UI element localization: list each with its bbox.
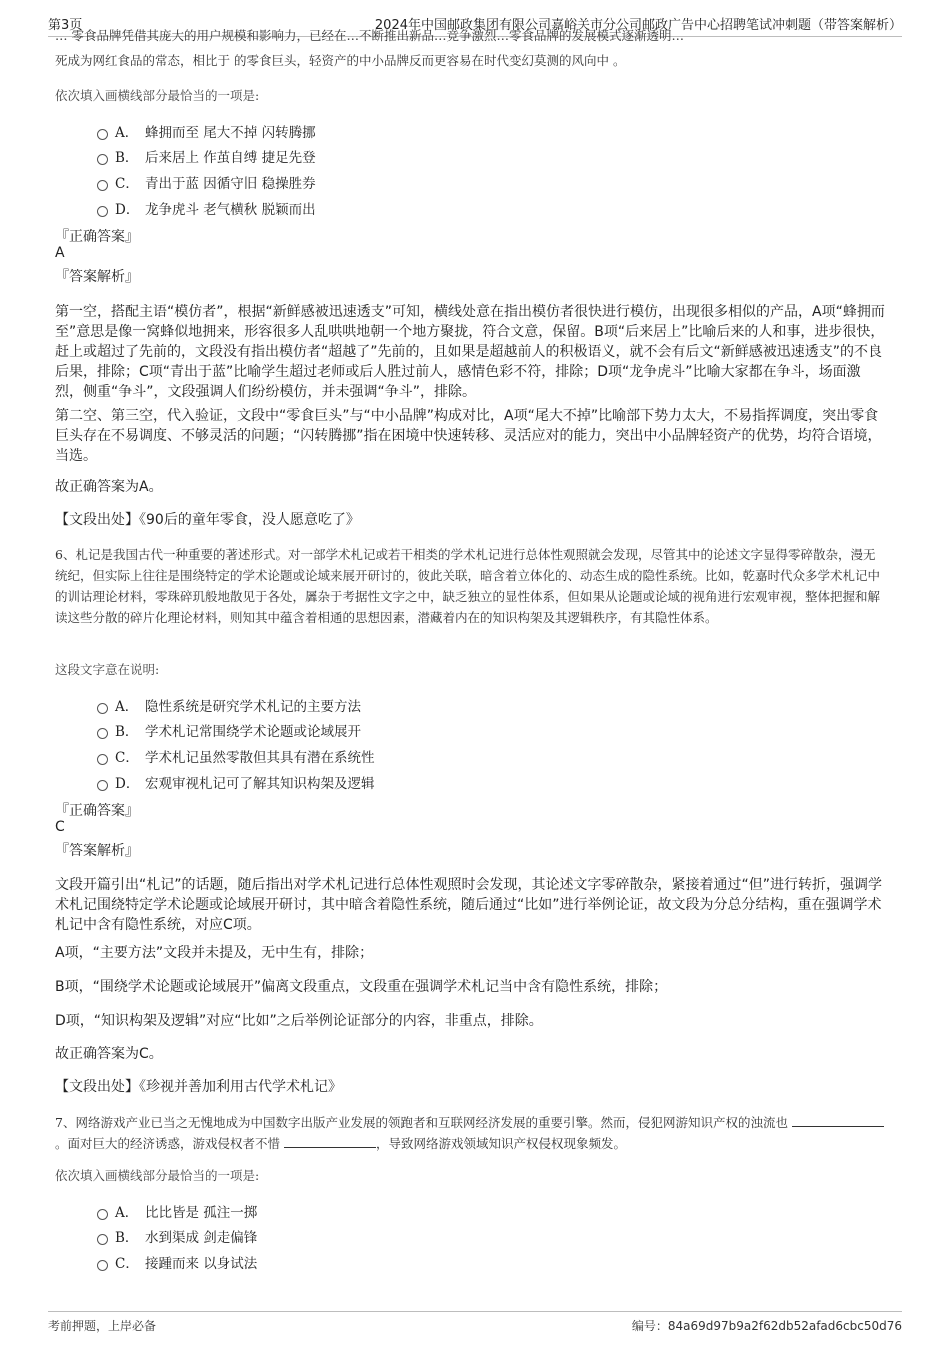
radio-icon[interactable] [97, 780, 108, 791]
q6-analysis-label: 『答案解析』 [55, 843, 139, 859]
radio-icon[interactable] [97, 728, 108, 739]
document-title: 2024年中国邮政集团有限公司嘉峪关市分公司邮政广告中心招聘笔试冲刺题（带答案解析） [374, 18, 902, 33]
q5-answer: A [55, 245, 65, 261]
code-label: 编号： [631, 1319, 668, 1333]
radio-icon[interactable] [97, 754, 108, 765]
q7-option-c[interactable]: C． 接踵而来 以身试法 [97, 1252, 257, 1274]
radio-icon[interactable] [97, 703, 108, 714]
code-value: 84a69d97b9a2f62db52afad6cbc50d76 [667, 1319, 902, 1333]
q6-stem: 6、札记是我国古代一种重要的著述形式。对一部学术札记或若干相类的学术札记进行总体性观照就会发现，尽管其中的论述文字显得零碎散杂，漫无统纪，但实际上往往是围绕特定的学术论题或论域来展开研讨的，彼此关联，暗含着立体化的、动态生成的隐性系统。比如，乾嘉时代众多学术札记中的训诂理论材料，零珠碎玑般地散见于各处，羼杂于考据性文字之中，缺乏独立的显性体系，但如果从论题或论域的视角进行宏观审视，整体把握和解读这些分散的碎片化理论材料，则知其中蕴含着相通的思想因素，潜藏着内在的知识构架及其逻辑秩序，有其隐性体系。 [55, 547, 881, 625]
q6-analysis-5: 故正确答案为C。 [55, 1046, 163, 1062]
radio-icon[interactable] [97, 129, 108, 140]
q5-answer-label: 『正确答案』 [55, 229, 139, 245]
q7-option-b[interactable]: B． 水到渠成 剑走偏锋 [97, 1226, 257, 1248]
q6-option-d[interactable]: D． 宏观审视札记可了解其知识构架及逻辑 [97, 772, 375, 794]
fill-blank-1 [792, 1113, 884, 1127]
radio-icon[interactable] [97, 1260, 108, 1271]
q5-source: 【文段出处】《90后的童年零食，没人愿意吃了》 [55, 512, 360, 528]
radio-icon[interactable] [97, 206, 108, 217]
q6-option-a[interactable]: A． 隐性系统是研究学术札记的主要方法 [97, 695, 361, 717]
q6-source: 【文段出处】《珍视并善加利用古代学术札记》 [55, 1079, 342, 1095]
q5-option-a[interactable]: A． 蜂拥而至 尾大不掉 闪转腾挪 [97, 121, 316, 143]
q6-answer-label: 『正确答案』 [55, 803, 139, 819]
page-footer [48, 1311, 902, 1336]
radio-icon[interactable] [97, 180, 108, 191]
document-code [632, 1317, 902, 1334]
q6-prompt: 这段文字意在说明: [55, 662, 160, 677]
q7-prompt: 依次填入画横线部分最恰当的一项是: [55, 1168, 260, 1183]
q5-option-c[interactable]: C． 青出于蓝 因循守旧 稳操胜券 [97, 172, 316, 194]
q6-analysis-2: A项，“主要方法”文段并未提及，无中生有，排除； [55, 945, 374, 961]
q5-analysis-label: 『答案解析』 [55, 269, 139, 285]
q5-prompt: 依次填入画横线部分最恰当的一项是: [55, 88, 260, 103]
q5-analysis-1: 第一空，搭配主语“模仿者”，根据“新鲜感被迅速透支”可知，横线处意在指出模仿者很快进行模仿，出现很多相似的产品，A项“蜂拥而至”意思是像一窝蜂似地拥来，形容很多人乱哄哄地朝一个地方聚拢，符合文意，保留。B项“后来居上”比喻后来的人和事，进步很快，赶上或超过了先前的，文段没有指出模仿者“超越了”先前的，且如果是超越前人的积极语义，就不会有后文“新鲜感被迅速透支”的不良后果，排除；C项“青出于蓝”比喻学生超过老师或后人胜过前人，感情色彩不符，排除；D项“龙争虎斗”比喻大家都在争斗，场面激烈，侧重“争斗”，文段强调人们纷纷模仿，并未强调“争斗”，排除。 [55, 304, 885, 400]
q5-analysis-3: 故正确答案为A。 [55, 479, 163, 495]
radio-icon[interactable] [97, 1209, 108, 1220]
page-number: 第3页 [48, 18, 83, 33]
q7-stem: 7、网络游戏产业已当之无愧地成为中国数字出版产业发展的领跑者和互联网经济发展的重要引擎。然而，侵犯网游知识产权的浊流也 。面对巨大的经济诱惑，游戏侵权者不惜 ，导致网络游戏领域知识产权侵权现象频发。 [55, 1112, 885, 1154]
q6-analysis-1: 文段开篇引出“札记”的话题，随后指出对学术札记进行总体性观照时会发现，其论述文字零碎散杂，紧接着通过“但”进行转折，强调学术札记围绕特定学术论题或论域展开研讨，其中暗含着隐性系统，随后通过“比如”进行举例论证，故文段为分总分结构，重在强调学术札记中含有隐性系统，对应C项。 [55, 877, 883, 933]
q6-analysis-4: D项，“知识构架及逻辑”对应“比如”之后举例论证部分的内容，非重点，排除。 [55, 1013, 543, 1029]
q6-analysis-3: B项，“围绕学术论题或论域展开”偏离文段重点，文段重在强调学术札记当中含有隐性系统，排除； [55, 979, 668, 995]
q6-option-c[interactable]: C． 学术札记虽然零散但其具有潜在系统性 [97, 746, 375, 768]
q6-option-b[interactable]: B． 学术札记常围绕学术论题或论域展开 [97, 720, 361, 742]
radio-icon[interactable] [97, 154, 108, 165]
q5-stem-cut: … 零食品牌凭借其庞大的用户规模和影响力，已经在…不断推出新品…竞争激烈…零食品牌的发展模式逐渐透明… [55, 28, 684, 43]
q6-answer: C [55, 819, 65, 835]
fill-blank-2 [284, 1134, 376, 1148]
q7-option-a[interactable]: A． 比比皆是 孤注一掷 [97, 1201, 257, 1223]
radio-icon[interactable] [97, 1234, 108, 1245]
q5-option-d[interactable]: D． 龙争虎斗 老气横秋 脱颖而出 [97, 198, 316, 220]
footer-slogan: 考前押题，上岸必备 [48, 1319, 157, 1333]
q5-option-b[interactable]: B． 后来居上 作茧自缚 捷足先登 [97, 146, 316, 168]
q5-analysis-2: 第二空、第三空，代入验证，文段中“零食巨头”与“中小品牌”构成对比，A项“尾大不掉”比喻部下势力太大，不易指挥调度，突出零食巨头存在不易调度、不够灵活的问题；“闪转腾挪”指在困境中快速转移、灵活应对的能力，突出中小品牌轻资产的优势，均符合语境，当选。 [55, 408, 882, 464]
q5-stem: 死成为网红食品的常态，相比于 的零食巨头，轻资产的中小品牌反而更容易在时代变幻莫测的风向中 。 [55, 53, 626, 68]
